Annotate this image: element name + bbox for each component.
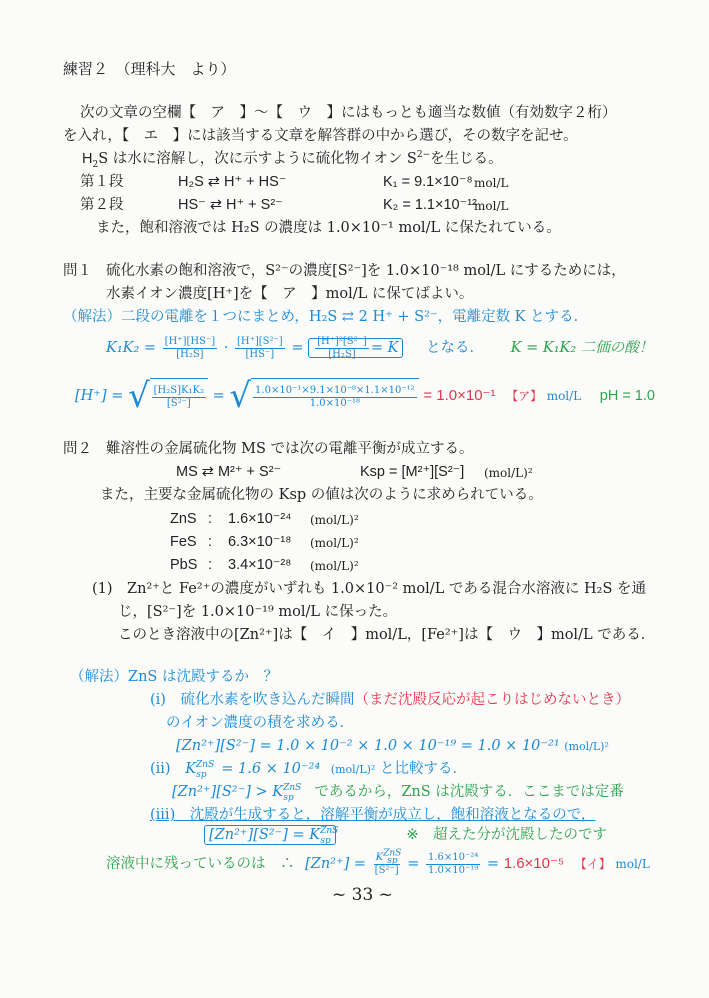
k-boxed-expression: $\frac{\text{[H⁺]²[S²⁻]}}{\text{[H₂S]}}$ = K <box>308 338 403 358</box>
step1-k: K₁ = 9.1×10⁻⁸ <box>383 174 473 190</box>
answer-a-tag: 【ア】 <box>506 389 543 403</box>
sol2-product: [Zn²⁺][S²⁻] = 1.0 × 10⁻² × 1.0 × 10⁻¹⁹ = 1.0 × 10⁻²¹ (mol/L)² <box>176 738 609 754</box>
answer-b-unit: mol/L <box>615 857 650 871</box>
sub1-line-b: じ，[S²⁻]を 1.0×10⁻¹⁹ mol/L に保った。 <box>118 604 398 620</box>
answer-a-unit: mol/L <box>546 389 582 403</box>
k1k2-label: K₁K₂ = <box>106 340 157 356</box>
h-plus-label: [H⁺] = <box>75 388 124 404</box>
step2-label: 第２段 <box>80 197 124 213</box>
ksp-row-name: PbS <box>170 557 198 573</box>
sol2-compare: $[Zn^{2+}][S^{2-}] > K^{ZnS}_{sp}$ であるから，ZnS は沈殿する．ここまでは定番 <box>172 783 624 803</box>
answer-b-tag: 【イ】 <box>574 857 611 871</box>
sol2-boxed-eq: $[Zn^{2+}][S^{2-}] = K^{ZnS}_{sp}$ ※ 超えた分が沈殿したのです <box>204 826 607 844</box>
intro-saturation: また，飽和溶液では H₂S の濃度は 1.0×10⁻¹ mol/L に保たれている。 <box>96 220 561 236</box>
q2-ksp-def: Ksp = [M²⁺][S²⁻] <box>360 464 465 480</box>
q1-line-2: 水素イオン濃度[H⁺]を【 ア 】mol/L に保てばよい。 <box>106 286 474 302</box>
ksp-row-value: 1.6×10⁻²⁴ <box>228 511 292 527</box>
answer-a: = 1.0×10⁻¹ <box>423 387 496 404</box>
fraction-2: $\frac{\text{[H⁺][S²⁻]}}{[HS^-]}$ <box>236 335 283 360</box>
sol2-step-i: (i) 硫化水素を吹き込んだ瞬間（まだ沈殿反応が起こりはじめないとき） <box>150 692 630 708</box>
intro-line-2: を入れ，【 エ 】には該当する文章を解答群の中から選び，その数字を記せ。 <box>63 128 578 144</box>
fraction-ksp: $\frac{K^{ZnS}_{sp}}{\text{[S²⁻]}}$ <box>374 848 402 876</box>
fraction-1: $\frac{[H^+][HS^-]}{\text{[H₂S]}}$ <box>164 335 216 360</box>
step1-unit: mol/L <box>474 176 509 190</box>
q2-ksp-unit: (mol/L)² <box>484 466 533 480</box>
q1-solution-intro: （解法）二段の電離を１つにまとめ，H₂S ⇄ 2 H⁺ + S²⁻，電離定数 K とする． <box>63 309 589 325</box>
step1-equation: H₂S ⇄ H⁺ + HS⁻ <box>178 174 287 190</box>
times-dot: · <box>223 340 229 356</box>
h2s-h: H <box>82 151 93 167</box>
h2s-sub: 2 <box>92 159 99 170</box>
k-definition: K = K₁K₂ 二価の酸！ <box>510 340 654 356</box>
intro-line-3 <box>82 150 503 168</box>
naru-text: となる． <box>426 340 485 356</box>
fraction-values: $\frac{\text{1.6×10⁻²⁴}}{\text{1.0×10⁻¹⁹}}$ <box>428 851 479 876</box>
sol2-title: （解法）ZnS は沈殿するか ？ <box>70 669 278 685</box>
sol2-final: 溶液中に残っているのは ∴ [Zn²⁺] = $\frac{K^{ZnS}_{sp}}{\text{[S²⁻]}}$ = $\frac{\text{1.6×10⁻²⁴}}{\text{1.0×10⁻¹⁹}}$ = 1.6×10⁻⁵ 【イ】 mol/L <box>106 848 650 876</box>
q1-k-derivation <box>106 333 653 363</box>
ksp-row-name: FeS <box>170 534 197 550</box>
q2-line-2: また，主要な金属硫化物の Ksp の値は次のように求められている。 <box>100 487 543 503</box>
ksp-row-unit: (mol/L)² <box>310 513 359 527</box>
ksp-row-unit: (mol/L)² <box>310 536 359 550</box>
ksp-row-value: 6.3×10⁻¹⁸ <box>228 534 292 550</box>
page-number: ~ 33 ~ <box>332 885 393 905</box>
q2-equilibrium: MS ⇄ M²⁺ + S²⁻ <box>176 464 282 480</box>
sqrt-2: √ $\frac{\text{1.0×10⁻¹×9.1×10⁻⁸×1.1×10⁻¹²}}{\text{1.0×10⁻¹⁸}}$ <box>229 378 418 414</box>
intro-line-3-text: S は水に溶解し，次に示すように硫化物イオン S <box>98 151 417 167</box>
ph-value: pH = 1.0 <box>599 388 655 404</box>
sub1-line-c: このとき溶液中の[Zn²⁺]は【 イ 】mol/L，[Fe²⁺]は【 ウ 】mol/L である． <box>118 627 656 643</box>
q1-h-calculation: [H⁺] = √ $\frac{\text{[H₂S]K₁K₂}}{\text{[S²⁻]}}$ = √ $\frac{\text{1.0×10⁻¹×9.1×10⁻⁸×1.1×10⁻¹²}}{\text{1.0×10⁻¹⁸}}$ = 1.0×10⁻¹ 【ア】 mol/L pH = 1.0 <box>75 376 655 416</box>
exercise-header: 練習２ （理科大 より） <box>63 60 236 78</box>
ksp-row-colon: : <box>208 534 213 550</box>
sqrt-1: √ $\frac{\text{[H₂S]K₁K₂}}{\text{[S²⁻]}}$ <box>128 378 208 414</box>
ksp-row-colon: : <box>208 557 213 573</box>
equals-sign: = <box>291 340 304 356</box>
sol2-step-iii: (iii) 沈殿が生成すると，溶解平衡が成立し，飽和溶液となるので， <box>150 807 596 823</box>
sub1-line-a: (1) Zn²⁺と Fe²⁺の濃度がいずれも 1.0×10⁻² mol/L である混合水溶液に H₂S を通 <box>92 581 647 597</box>
step2-unit: mol/L <box>474 199 509 213</box>
q2-line-1: 難溶性の金属硫化物 MS では次の電離平衡が成立する。 <box>106 441 474 457</box>
answer-b: 1.6×10⁻⁵ <box>503 855 565 872</box>
ksp-row-colon: : <box>208 511 213 527</box>
intro-line-1: 次の文章の空欄【 ア 】〜【 ウ 】にはもっとも適当な数値（有効数字２桁） <box>80 105 617 121</box>
intro-line-3-end: を生じる。 <box>430 151 503 167</box>
ksp-row-value: 3.4×10⁻²⁸ <box>228 557 292 573</box>
q1-line-1: 硫化水素の飽和溶液で，S²⁻の濃度[S²⁻]を 1.0×10⁻¹⁸ mol/L にするためには， <box>106 263 626 279</box>
ksp-row-name: ZnS <box>170 511 197 527</box>
sol2-step-ii: (ii) $K^{ZnS}_{sp} = 1.6 \times 10^{-24}$ (mol/L)² と比較する． <box>150 760 467 780</box>
s2-sup: 2− <box>416 150 431 161</box>
sol2-step-i-cont: のイオン濃度の積を求める． <box>166 715 355 731</box>
q1-label: 問１ <box>63 263 92 279</box>
q2-label: 問２ <box>63 441 92 457</box>
ksp-row-unit: (mol/L)² <box>310 559 359 573</box>
step2-equation: HS⁻ ⇄ H⁺ + S²⁻ <box>178 197 283 213</box>
step2-k: K₂ = 1.1×10⁻¹² <box>383 197 477 213</box>
step1-label: 第１段 <box>80 174 124 190</box>
